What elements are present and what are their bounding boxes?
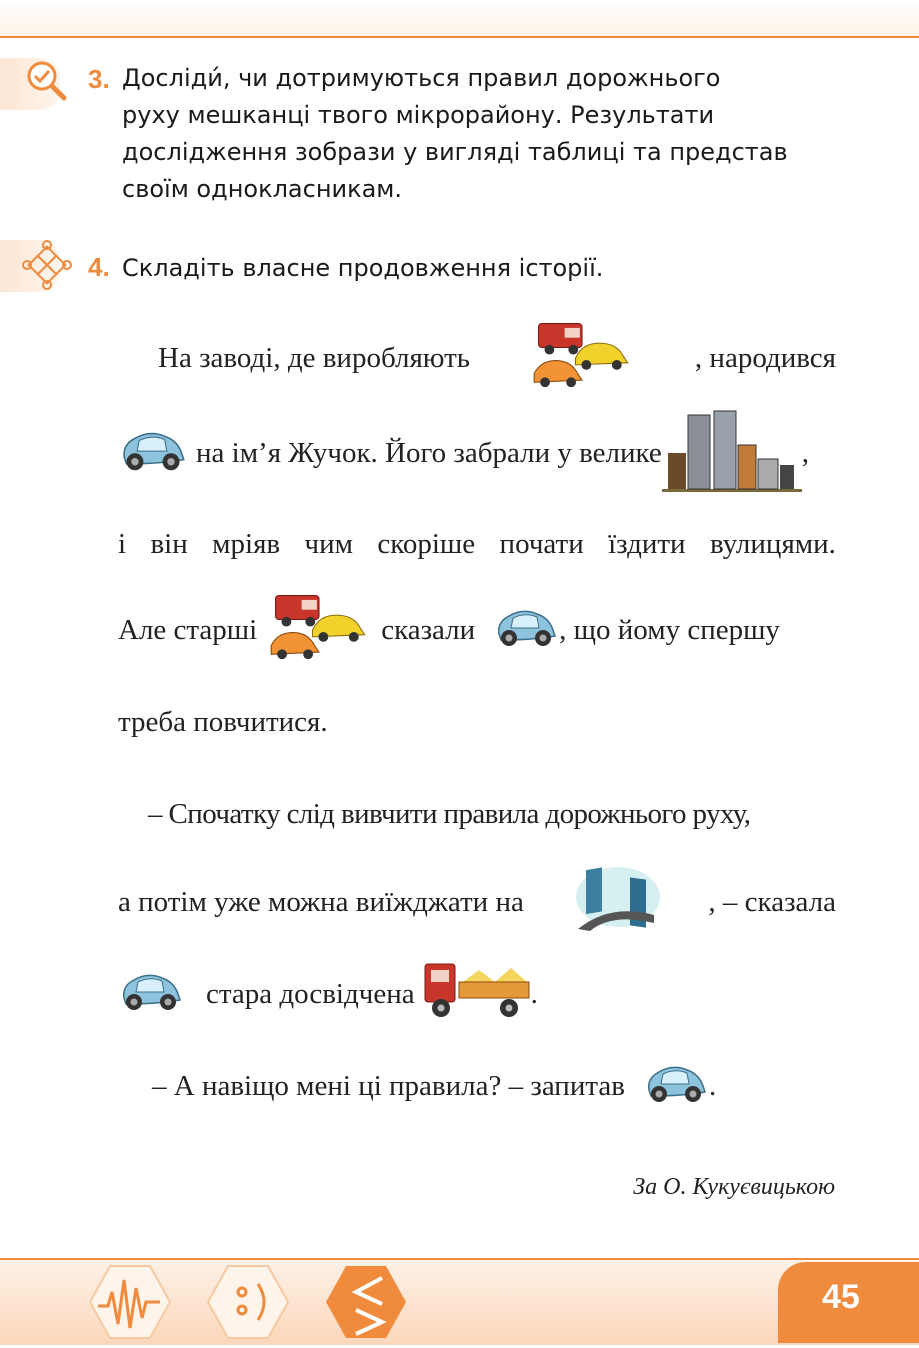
story-word: скоріше — [377, 527, 476, 560]
story-line — [118, 514, 836, 574]
story-line — [118, 872, 836, 932]
story-word: почати — [499, 527, 584, 560]
story-text: – Спочатку слід вивчити правила дорожнього руху, — [148, 797, 751, 830]
story-word: і — [118, 527, 127, 560]
task-number: 3. — [88, 64, 110, 94]
story-word: він — [150, 527, 188, 560]
task-text: Складіть власне продовження історії. — [122, 254, 604, 282]
less-greater-icon — [326, 1266, 406, 1338]
task-line: своїм однокласникам. — [122, 175, 403, 203]
city-picture — [662, 405, 802, 501]
story-text: , – сказала — [708, 885, 836, 918]
beetle-car-picture — [118, 966, 184, 1022]
cars-picture — [269, 584, 369, 676]
story-text: а потім уже можна виїжджати на — [118, 885, 524, 918]
story-word: їздити — [608, 527, 686, 560]
story-line — [118, 1056, 836, 1116]
cars-picture — [532, 318, 632, 398]
story-line — [118, 692, 836, 752]
story-line — [118, 600, 836, 660]
beetle-car-picture — [643, 1058, 709, 1114]
story-text: . — [708, 1069, 717, 1102]
sound-wave-icon — [90, 1266, 170, 1338]
story-word: вулицями. — [710, 527, 836, 560]
task-number: 4. — [88, 252, 110, 282]
story-text: сказали — [381, 613, 476, 646]
story-text: треба повчитися. — [118, 705, 328, 738]
beetle-car-picture — [493, 603, 559, 657]
story-word: мріяв — [212, 527, 281, 560]
story-line — [118, 784, 836, 844]
truck-picture — [423, 960, 531, 1028]
story-text: , що йому спершу — [559, 613, 780, 646]
story-text: , народився — [694, 341, 836, 374]
smile-icon — [208, 1266, 288, 1338]
page-number: 45 — [822, 1278, 860, 1316]
story-text: На заводі, де виробляють — [158, 341, 470, 374]
story-text: . — [530, 977, 538, 1010]
story-text: стара досвідчена — [206, 977, 415, 1010]
task-line: руху мешканці твого мікрорайону. Результати — [122, 101, 715, 129]
task-line: дослідження зобрази у вигляді таблиці та представ — [122, 138, 788, 166]
story-text: – А навіщо мені ці правила? – запитав — [152, 1069, 625, 1102]
magnifier-check-icon — [22, 58, 70, 109]
story-text: Але старші — [118, 613, 258, 646]
story-word: чим — [304, 527, 353, 560]
task-line: Досліди́, чи дотримуються правил дорожнього — [122, 64, 721, 92]
story-text: , — [801, 436, 809, 469]
story-line — [118, 423, 836, 483]
top-band — [0, 0, 919, 38]
task-text — [122, 60, 842, 208]
footer-icons — [90, 1262, 430, 1348]
puzzle-icon — [22, 240, 72, 295]
story-line — [118, 964, 836, 1024]
beetle-car-picture — [118, 425, 188, 481]
story-line — [118, 328, 836, 388]
road-buildings-picture — [570, 863, 662, 941]
attribution: За О. Кукуєвицькою — [633, 1174, 835, 1200]
story-text: на ім’я Жучок. Його забрали у велике — [196, 436, 662, 469]
